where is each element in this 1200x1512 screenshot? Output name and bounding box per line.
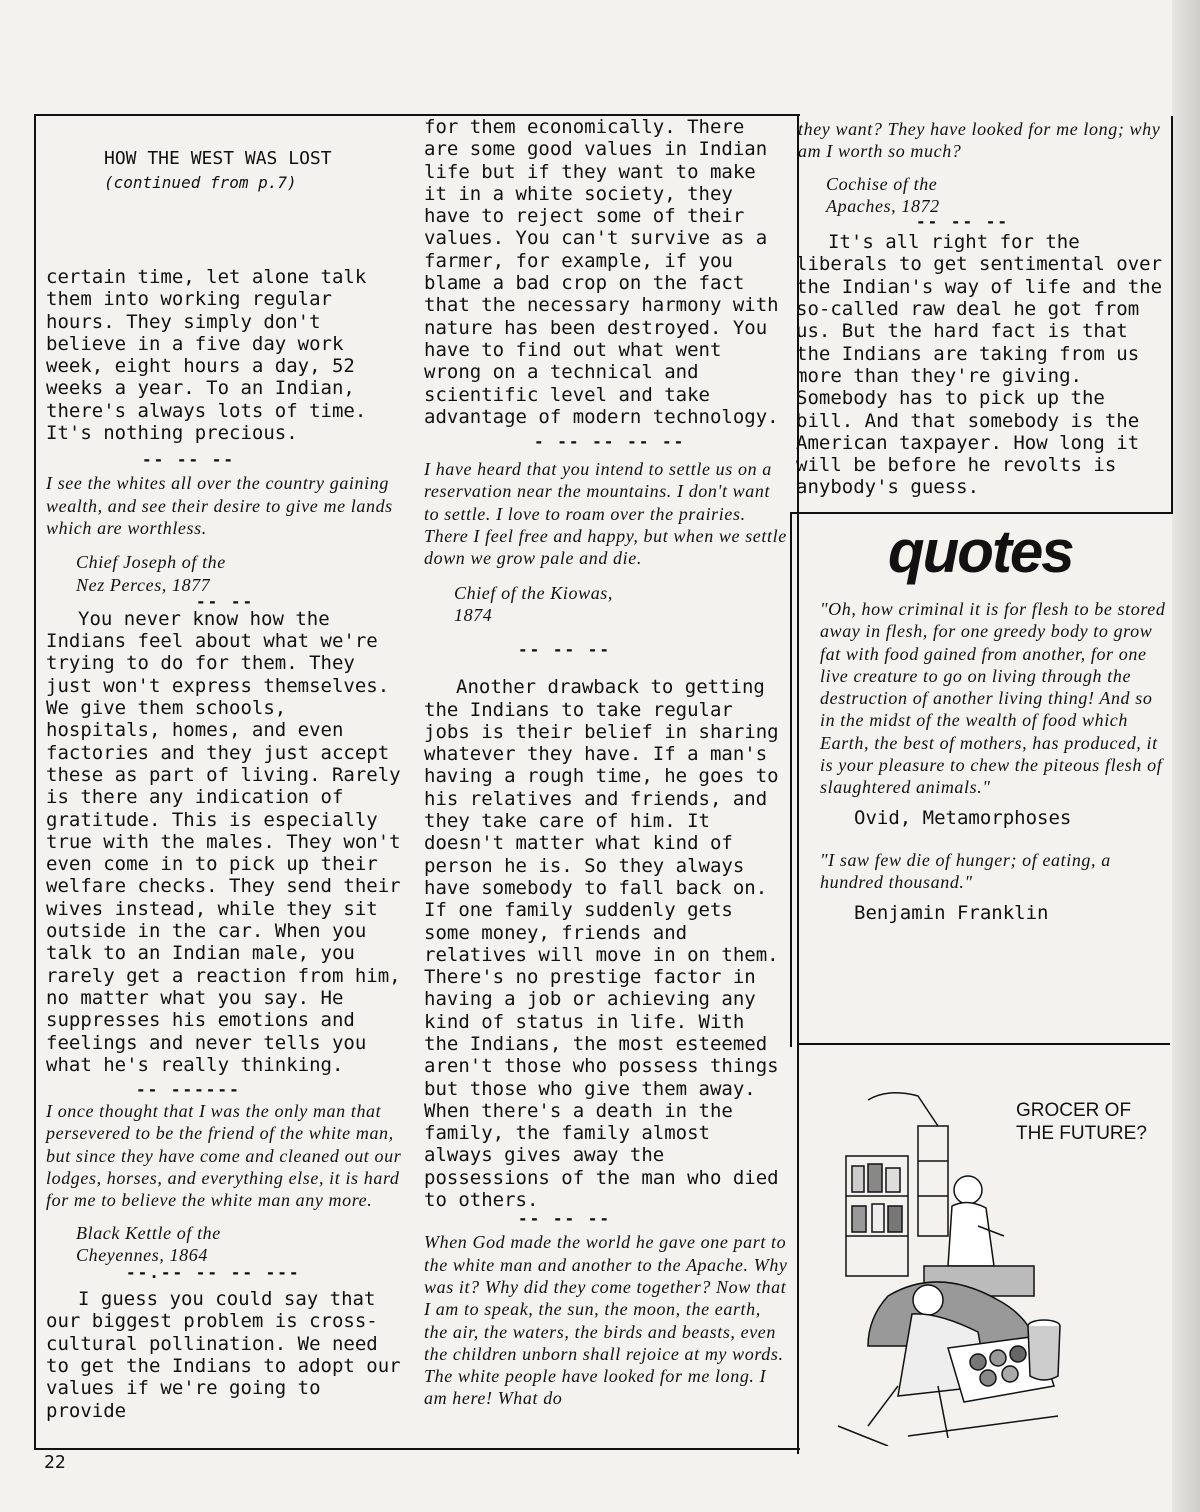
col1-attribution-2-line-2: Cheyennes, 1864 [76,1244,208,1265]
col2-quote-2: When God made the world he gave one part to the white man and another to the Apache. Why was it? Why did they come together? Now that I am to speak, the sun, the moon, the earth, the air, the waters, the birds and beasts, even the children unborn shall rejoice at my words. The white people have looked for me long. I am here! What do [424,1232,788,1409]
separator: - -- -- -- -- [534,432,686,452]
separator: -- -- -- [142,450,236,470]
col3-paragraph-1: It's all right for the liberals to get sentimental over the Indian's way of life and the so-called raw deal he got from us. But the hard fact is that the Indians are taking from us more than they're giving. Somebody has to pick up the bill. And that somebody is the American taxpayer. How long it will be before he revolts is anybody's guess. [796,231,1163,499]
col1-attribution-1-line-1: Chief Joseph of the [76,552,226,573]
grocer-illustration [828,1086,1068,1446]
separator: -- -- [196,591,255,611]
col1-attribution-2-line-1: Black Kettle of the [76,1222,221,1243]
quotes-logo: quotes [888,518,1073,585]
col2-paragraph-2: Another drawback to getting the Indians to take regular jobs is their belief in sharing whatever they have. If a man's having a rough time, he goes to his relatives and friends, and they take care of him. It doesn't matter what kind of person he is. So they always have somebody to fall back on. If one family suddenly gets some money, friends and relatives will move in on them. There's no prestige factor in having a job or achieving any kind of status in life. With the Indians, the most esteemed aren't those who possess things but those who give them away. When there's a death in the family, the family almost always gives away the possessions of the man who died to others. [424,676,779,1212]
col1-quote-1: I see the whites all over the country gaining wealth, and see their desire to give me lands which are worthless. [46,473,393,538]
separator: -- -- -- [518,1209,612,1229]
col1-paragraph-3: I guess you could say that our biggest problem is cross-cultural pollination. We need to get the Indians to adopt our values if we're going to provide [46,1288,401,1422]
quote-franklin: "I saw few die of hunger; of eating, a hundred thousand." [820,849,1111,893]
separator: --.-- -- -- --- [126,1263,301,1283]
page-number: 22 [44,1452,66,1473]
quotes-box [820,598,1166,924]
quote-ovid-attribution: Ovid, Metamorphoses [854,806,1072,829]
col1-paragraph-1: certain time, let alone talk them into working regular hours. They simply don't believe in a five day work week, eight hours a day, 52 weeks a year. To an Indian, there's always lots of time. It's nothing precious. [46,266,367,445]
col2-quote-1: I have heard that you intend to settle us on a reservation near the mountains. I don't want to settle. I love to roam over the prairies. There I feel free and happy, but when we settle down we grow pale and die. [424,459,787,569]
column-1 [46,266,406,1422]
col1-attribution-1-line-2: Nez Perces, 1877 [76,574,211,595]
col2-paragraph-1: for them economically. There are some good values in Indian life but if they want to make it in a white society, they have to reject some of their values. You can't survive as a farmer, for example, if you blame a bad crop on the fact that the necessary harmony with nature has been destroyed. You have to find out what went wrong on a technical and scientific level and take advantage of modern technology. [424,116,779,428]
col3-quote-continued: they want? They have looked for me long; why am I worth so much? [798,119,1161,162]
article-title: HOW THE WEST WAS LOST [104,148,332,169]
col3-attribution-line-2: Apaches, 1872 [826,195,940,216]
quotes-box-top [790,512,1173,514]
illustration-caption-line-2: THE FUTURE? [1016,1123,1147,1144]
quotes-box-bottom [798,1043,1170,1045]
left-rule [34,114,36,1450]
column-2 [424,116,788,1410]
col3-right-rule [1171,116,1173,514]
page-edge-shadow [1172,0,1200,1512]
quotes-box-left [790,512,792,1047]
separator: -- -- -- [518,640,612,660]
column-3 [796,118,1170,499]
col1-quote-2: I once thought that I was the only man that persevered to be the friend of the white man, but since they have come and cleaned out our lodges, horses, and everything else, it is hard for me to believe the white man any more. [46,1101,402,1211]
quote-ovid: "Oh, how criminal it is for flesh to be stored away in flesh, for one greedy body to grow fat with food gained from another, for one live creature to go on living through the destruction of another living thing! And so in the midst of the wealth of food which Earth, the best of mothers, has produced, it is your pleasure to chew the piteous flesh of slaughtered animals." [820,599,1166,798]
col2-attribution-1-line-1: Chief of the Kiowas, [454,582,614,603]
illustration-caption-line-1: GROCER OF [1016,1100,1132,1121]
bottom-rule [34,1448,800,1450]
separator: -- -- -- [916,212,1010,232]
col2-attribution-1-line-2: 1874 [454,604,493,625]
col1-paragraph-2: You never know how the Indians feel about what we're trying to do for them. They just won't express themselves. We give them schools, hospitals, homes, and even factories and they just accept these as part of living. Rarely is there any indication of gratitude. This is especially true with the males. They won't even come in to pick up their welfare checks. They send their wives instead, while they sit outside in the car. When you talk to an Indian male, you rarely get a reaction from him, no matter what you say. He suppresses his emotions and feelings and never tells you what he's really thinking. [46,607,401,1076]
col3-attribution-line-1: Cochise of the [826,173,938,194]
separator: -- ------ [136,1080,241,1100]
quote-franklin-attribution: Benjamin Franklin [854,901,1049,924]
article-subtitle: (continued from p.7) [104,173,297,192]
